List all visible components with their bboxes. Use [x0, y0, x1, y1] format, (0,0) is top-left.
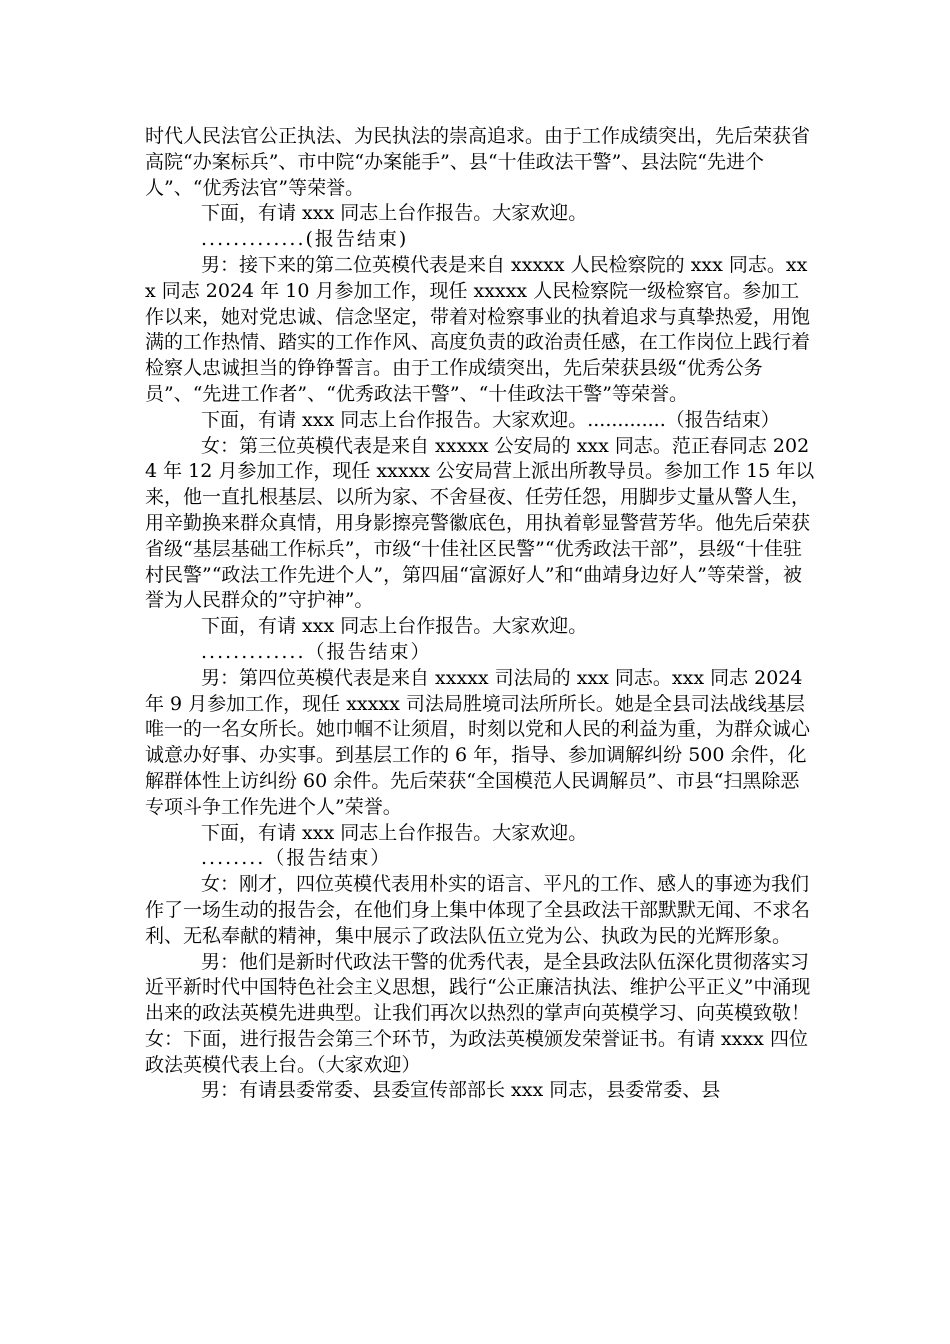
- paragraph-7: 下面，有请 xxx 同志上台作报告。大家欢迎。: [201, 615, 588, 638]
- paragraph-3: .............(报告结束): [201, 228, 409, 251]
- paragraph-10: 下面，有请 xxx 同志上台作报告。大家欢迎。: [201, 821, 588, 844]
- paragraph-2: 下面，有请 xxx 同志上台作报告。大家欢迎。: [201, 202, 588, 225]
- paragraph-8: .............（报告结束）: [201, 640, 432, 663]
- paragraph-5: 下面，有请 xxx 同志上台作报告。大家欢迎。.............（报告结束）: [201, 408, 780, 431]
- paragraph-9: 男：第四位英模代表是来自 xxxxx 司法局的 xxx 同志。xxx 同志 2024 年 9 月参加工作，现任 xxxxx 司法局胜境司法所所长。她是全县司法战线基层唯一的一名女所长。她巾帼不让须眉，时刻以党和人民的利益为重，为群众诚心诚意办好事、办实事。到基层工作的 6 年，指导、参加调解纠纷 500 余件，化解群体性上访纠纷 60 余件。先后荣获“全国模范人民调解员”、市县“扫黑除恶专项斗争工作先进个人”荣誉。: [145, 666, 811, 818]
- paragraph-6: 女：第三位英模代表是来自 xxxxx 公安局的 xxx 同志。范正春同志 2024 年 12 月参加工作，现任 xxxxx 公安局营上派出所教导员。参加工作 15 年以来，他一直扎根基层、以所为家、不舍昼夜、任劳任怨，用脚步丈量从警人生，用辛勤换来群众真情，用身影擦亮警徽底色，用执着彰显警营芳华。他先后荣获省级“基层基础工作标兵”，市级“十佳社区民警”“优秀政法干部”，县级“十佳驻村民警”“政法工作先进个人”，第四届“富源好人”和“曲靖身边好人”等荣誉，被誉为人民群众的”守护神”。: [145, 434, 815, 612]
- paragraph-11: ........（报告结束）: [201, 847, 392, 870]
- paragraph-1: 时代人民法官公正执法、为民执法的崇高追求。由于工作成绩突出，先后荣获省高院“办案标兵”、市中院“办案能手”、县“十佳政法干警”、县法院“先进个人”、“优秀法官”等荣誉。: [145, 125, 811, 199]
- paragraph-13: 男：他们是新时代政法干警的优秀代表，是全县政法队伍深化贯彻落实习近平新时代中国特色社会主义思想，践行“公正廉洁执法、维护公平正义”中涌现出来的政法英模先进典型。让我们再次以热烈的掌声向英模学习、向英模致敬！女：下面，进行报告会第三个环节，为政法英模颁发荣誉证书。有请 xxxx 四位政法英模代表上台。（大家欢迎）: [145, 950, 811, 1076]
- paragraph-12: 女：刚才，四位英模代表用朴实的语言、平凡的工作、感人的事迹为我们作了一场生动的报告会，在他们身上集中体现了全县政法干部默默无闻、不求名利、无私奉献的精神，集中展示了政法队伍立党为公、执政为民的光辉形象。: [145, 873, 811, 947]
- paragraph-14: 男：有请县委常委、县委宣传部部长 xxx 同志，县委常委、县: [201, 1079, 721, 1102]
- document-body: [145, 124, 815, 1104]
- paragraph-4: 男：接下来的第二位英模代表是来自 xxxxx 人民检察院的 xxx 同志。xxx 同志 2024 年 10 月参加工作，现任 xxxxx 人民检察院一级检察官。参加工作以来，她对党忠诚、信念坚定，带着对检察事业的执着追求与真挚热爱，用饱满的工作热情、踏实的工作作风、高度负责的政治责任感，在工作岗位上践行着检察人忠诚担当的铮铮誓言。由于工作成绩突出，先后荣获县级“优秀公务员”、“先进工作者”、“优秀政法干警”、“十佳政法干警”等荣誉。: [145, 253, 811, 405]
